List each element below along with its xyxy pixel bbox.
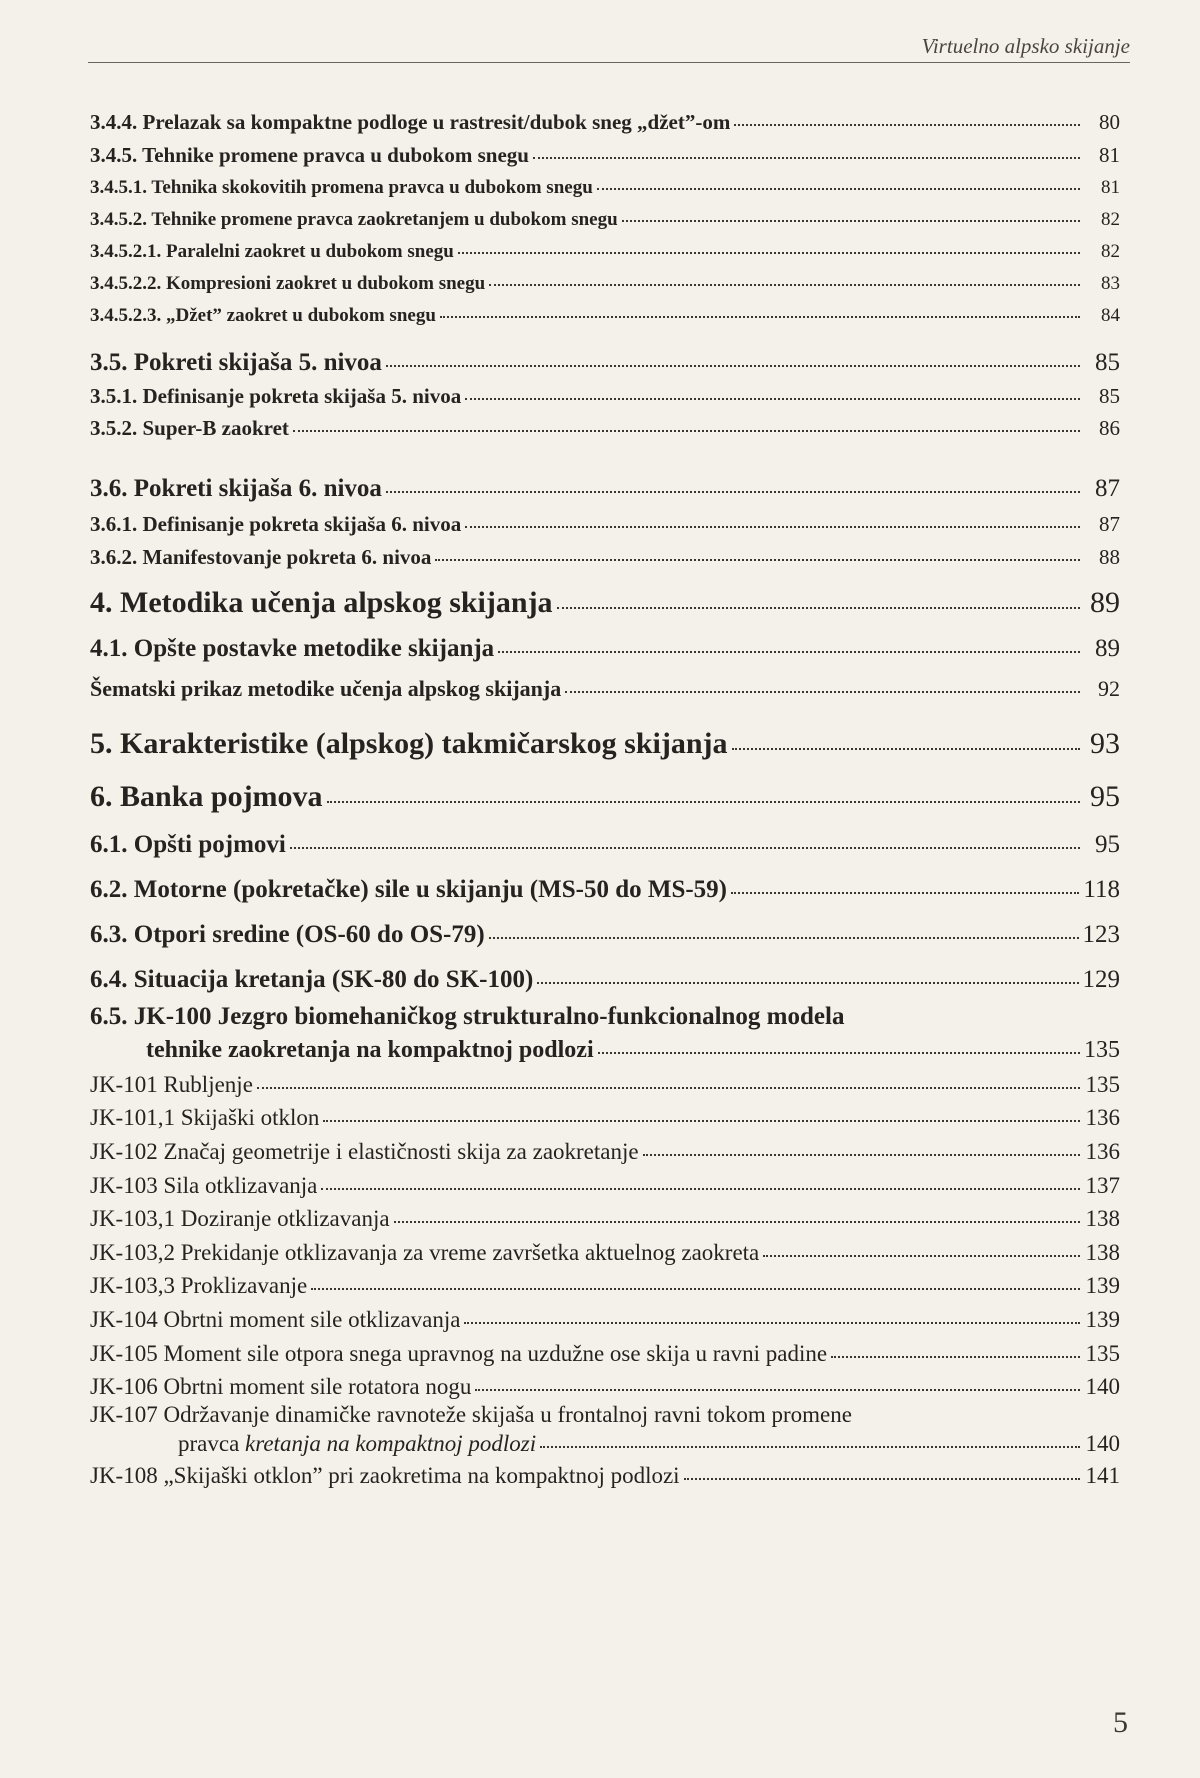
toc-entry-title: 3.4.5. Tehnike promene pravca u dubokom snegu (90, 143, 529, 168)
toc-entry-page: 85 (1095, 349, 1120, 377)
toc-entry-page: 129 (1082, 965, 1120, 993)
toc-entry-title: 3.4.5.2.3. „Džet” zaokret u dubokom snegu (90, 304, 436, 326)
toc-entry-page: 123 (1082, 920, 1120, 948)
toc-entry-title: 3.4.4. Prelazak sa kompaktne podloge u rastresit/dubok sneg „džet”-om (90, 110, 731, 134)
toc-entry[interactable] (90, 1102, 1120, 1132)
toc-entry-page: 81 (1099, 143, 1120, 168)
dot-leader (458, 238, 1080, 257)
toc-entry-title: JK-106 Obrtni moment sile rotatora nogu (90, 1374, 472, 1400)
toc-entry-title: 3.5. Pokreti skijaša 5. nivoa (90, 349, 382, 377)
toc-entry-title: 6. Banka pojmova (90, 779, 323, 813)
dot-leader (598, 1033, 1080, 1057)
toc-entry[interactable] (90, 345, 1120, 378)
toc-entry-page: 135 (1084, 1037, 1120, 1063)
toc-entry-title: 3.4.5.2.1. Paralelni zaokret u dubokom snegu (90, 240, 454, 262)
toc-entry-title: 3.4.5.2.2. Kompresioni zaokret u dubokom snegu (90, 272, 486, 294)
toc-entry-title: JK-103,3 Proklizavanje (90, 1273, 308, 1299)
dot-leader (386, 471, 1080, 496)
toc-entry[interactable] (90, 1170, 1120, 1200)
toc-entry-title: JK-108 „Skijaški otklon” pri zaokretima na kompaktnoj podlozi (90, 1462, 680, 1488)
toc-entry[interactable] (90, 510, 1120, 537)
dot-leader (489, 917, 1079, 942)
dot-leader (475, 1371, 1080, 1394)
toc-entry-title: 3.6.2. Manifestovanje pokreta 6. nivoa (90, 544, 432, 569)
toc-entry[interactable] (90, 238, 1120, 264)
toc-entry-page: 87 (1099, 511, 1120, 536)
toc-entry-page: 82 (1101, 240, 1120, 262)
toc-entry-title-line1: JK-107 Održavanje dinamičke ravnoteže skijaša u frontalnoj ravni tokom promene (90, 1401, 852, 1427)
dot-leader (394, 1203, 1080, 1226)
toc-entry-title: 6.2. Motorne (pokretačke) sile u skijanju (MS-50 do MS-59) (90, 875, 727, 903)
toc-entry-page: 92 (1098, 676, 1120, 702)
toc-group-jk-108 (90, 1460, 1120, 1490)
dot-leader (290, 827, 1080, 852)
toc-entry[interactable] (90, 1270, 1120, 1300)
dot-leader (293, 414, 1080, 435)
toc-entry-title: JK-101 Rubljenje (90, 1071, 253, 1097)
toc-entry-title: 3.6. Pokreti skijaša 6. nivoa (90, 474, 382, 502)
toc-entry-page: 135 (1085, 1071, 1120, 1097)
dot-leader (311, 1270, 1080, 1293)
toc-entry-jk-107[interactable] (90, 1401, 1120, 1458)
toc-entry-title: 6.4. Situacija kretanja (SK-80 do SK-100) (90, 965, 534, 993)
toc-entry[interactable] (90, 1371, 1120, 1401)
toc-entry[interactable] (90, 1136, 1120, 1166)
toc-group-3-4 (90, 108, 1120, 327)
toc-entry-page: 135 (1085, 1340, 1120, 1366)
toc-entry-title: 6.3. Otpori sredine (OS-60 do OS-79) (90, 920, 485, 948)
dot-leader (565, 674, 1080, 696)
toc-entry[interactable] (90, 108, 1120, 135)
dot-leader (597, 174, 1080, 193)
toc-entry-title: Šematski prikaz metodike učenja alpskog skijanja (90, 676, 562, 702)
toc-entry-page: 140 (1085, 1374, 1120, 1400)
toc-entry-page: 88 (1099, 544, 1120, 569)
toc-entry-title: JK-103,1 Doziranje otklizavanja (90, 1206, 390, 1232)
dot-leader (465, 382, 1080, 403)
toc-entry-title: JK-103,2 Prekidanje otklizavanja za vreme završetka aktuelnog zaokreta (90, 1239, 760, 1265)
toc-entry[interactable] (90, 206, 1120, 232)
dot-leader (831, 1338, 1080, 1361)
toc-entry[interactable] (90, 827, 1120, 860)
toc-entry-title: JK-105 Moment sile otpora snega upravnog na uzdužne ose skija u ravni padine (90, 1340, 828, 1366)
toc-entry-page: 89 (1095, 635, 1120, 663)
toc-entry[interactable] (90, 302, 1120, 328)
toc-entry-title: 4. Metodika učenja alpskog skijanja (90, 586, 553, 620)
toc-entry-page: 141 (1085, 1462, 1120, 1488)
toc-entry-title: 6.1. Opšti pojmovi (90, 830, 286, 858)
toc-entry-page: 139 (1085, 1273, 1120, 1299)
toc-entry-page: 81 (1101, 177, 1120, 199)
toc-entry[interactable] (90, 1304, 1120, 1334)
toc-entry-page: 82 (1101, 209, 1120, 231)
toc-entry-page: 95 (1095, 830, 1120, 858)
toc-entry[interactable] (90, 674, 1120, 702)
toc-entry[interactable] (90, 382, 1120, 409)
toc-entry-page: 89 (1090, 586, 1120, 620)
toc-entry-title: JK-104 Obrtni moment sile otklizavanja (90, 1306, 461, 1332)
table-of-contents (90, 108, 1120, 1490)
toc-entry[interactable] (90, 543, 1120, 570)
toc-entry-page: 93 (1090, 726, 1120, 760)
toc-entry-title: 4.1. Opšte postavke metodike skijanja (90, 635, 495, 663)
toc-entry-page: 136 (1085, 1138, 1120, 1164)
toc-entry-page: 84 (1101, 304, 1120, 326)
toc-entry[interactable] (90, 414, 1120, 441)
dot-leader (465, 510, 1080, 531)
toc-entry-title-line2: tehnike zaokretanja na kompaktnoj podlozi (146, 1037, 594, 1063)
toc-entry-title: 3.5.1. Definisanje pokreta skijaša 5. nivoa (90, 384, 462, 409)
dot-leader (498, 631, 1080, 656)
toc-entry-6-5[interactable] (90, 1001, 1120, 1065)
toc-entry[interactable] (90, 776, 1120, 815)
toc-group-3-5 (90, 345, 1120, 440)
toc-entry-page: 83 (1101, 272, 1120, 294)
toc-group-4 (90, 582, 1120, 702)
dot-leader (684, 1460, 1080, 1483)
toc-entry-page: 136 (1085, 1105, 1120, 1131)
toc-entry[interactable] (90, 582, 1120, 621)
dot-leader (440, 302, 1080, 321)
toc-entry-title: 3.5.2. Super-B zaokret (90, 415, 289, 440)
dot-leader (464, 1304, 1080, 1327)
dot-leader (435, 543, 1080, 564)
toc-group-3-6 (90, 471, 1120, 570)
dot-leader (537, 962, 1078, 987)
toc-entry[interactable] (90, 1237, 1120, 1267)
toc-entry-page: 95 (1090, 779, 1120, 813)
toc-entry[interactable] (90, 1338, 1120, 1368)
toc-entry-title: 3.4.5.2. Tehnike promene pravca zaokretanjem u dubokom snegu (90, 209, 618, 231)
toc-entry[interactable] (90, 917, 1120, 950)
header-rule (88, 62, 1130, 63)
toc-entry-title: 3.6.1. Definisanje pokreta skijaša 6. nivoa (90, 511, 462, 536)
toc-entry[interactable] (90, 631, 1120, 664)
toc-entry-page: 86 (1099, 415, 1120, 440)
toc-entry-title: 5. Karakteristike (alpskog) takmičarskog skijanja (90, 726, 728, 760)
toc-entry-title: JK-102 Značaj geometrije i elastičnosti skija za zaokretanje (90, 1138, 639, 1164)
dot-leader (732, 723, 1081, 753)
toc-entry[interactable] (90, 471, 1120, 504)
toc-entry[interactable] (90, 270, 1120, 296)
toc-entry[interactable] (90, 723, 1120, 762)
toc-entry-page: 80 (1099, 110, 1120, 134)
dot-leader (327, 776, 1080, 806)
toc-entry-title: JK-101,1 Skijaški otklon (90, 1105, 320, 1131)
toc-entry-page: 137 (1085, 1172, 1120, 1198)
dot-leader (489, 270, 1080, 289)
toc-entry[interactable] (90, 1460, 1120, 1490)
page-number: 5 (1113, 1706, 1128, 1739)
toc-entry-title-line2: pravca kretanja na kompaktnoj podlozi (178, 1431, 537, 1457)
toc-entry-page: 138 (1085, 1239, 1120, 1265)
toc-entry-title: JK-103 Sila otklizavanja (90, 1172, 318, 1198)
toc-entry[interactable] (90, 872, 1120, 905)
toc-entry-title-line1: 6.5. JK-100 Jezgro biomehaničkog strukturalno-funkcionalnog modela (90, 1002, 845, 1030)
dot-leader (734, 108, 1080, 129)
running-header: Virtuelno alpsko skijanje (921, 34, 1130, 58)
toc-entry-page: 85 (1099, 384, 1120, 409)
toc-entry-title: 3.4.5.1. Tehnika skokovitih promena pravca u dubokom snegu (90, 177, 593, 199)
toc-entry-page: 138 (1085, 1206, 1120, 1232)
toc-group-5-6 (90, 723, 1120, 995)
toc-entry[interactable] (90, 141, 1120, 168)
toc-entry[interactable] (90, 1203, 1120, 1233)
dot-leader (533, 141, 1080, 162)
dot-leader (622, 206, 1080, 225)
dot-leader (557, 582, 1080, 612)
dot-leader (257, 1069, 1080, 1092)
toc-entry-page: 118 (1083, 875, 1120, 903)
dot-leader (386, 345, 1080, 370)
dot-leader (540, 1428, 1080, 1451)
dot-leader (321, 1170, 1080, 1193)
toc-entry[interactable] (90, 962, 1120, 995)
toc-entry[interactable] (90, 1069, 1120, 1099)
toc-entry-page: 139 (1085, 1306, 1120, 1332)
toc-group-jk (90, 1069, 1120, 1401)
toc-entry-page: 87 (1095, 474, 1120, 502)
dot-leader (731, 872, 1079, 897)
toc-entry[interactable] (90, 174, 1120, 200)
dot-leader (643, 1136, 1080, 1159)
dot-leader (323, 1102, 1080, 1125)
toc-entry-page: 140 (1085, 1431, 1120, 1457)
dot-leader (763, 1237, 1080, 1260)
